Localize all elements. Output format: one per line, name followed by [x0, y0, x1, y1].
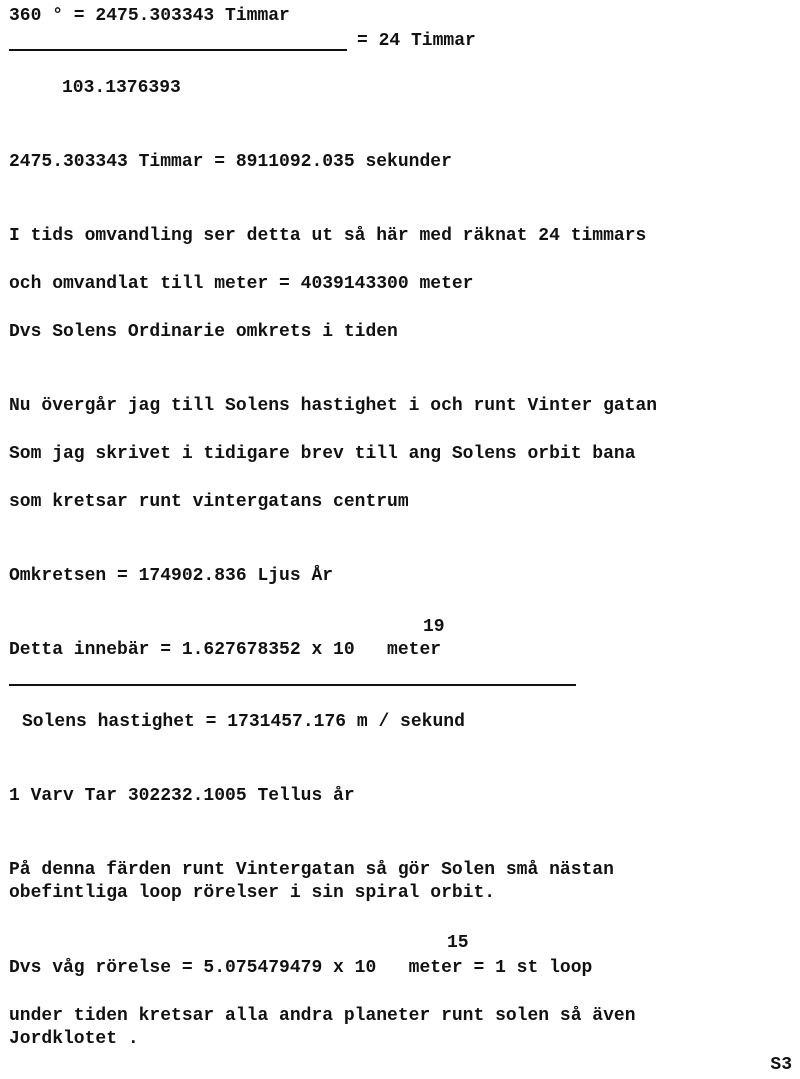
wave-exponent: 15	[447, 933, 469, 953]
section-divider	[9, 684, 576, 686]
paragraph1-line2: och omvandlat till meter = 4039143300 meter	[9, 274, 474, 294]
closing-line2: Jordklotet .	[9, 1029, 139, 1049]
seconds-line: 2475.303343 Timmar = 8911092.035 sekunder	[9, 152, 452, 172]
page-number: S3	[770, 1055, 792, 1075]
circumference-line: Omkretsen = 174902.836 Ljus År	[9, 566, 334, 586]
closing-line1: under tiden kretsar alla andra planeter runt solen så även	[9, 1006, 636, 1026]
paragraph1-line1: I tids omvandling ser detta ut så här med räknat 24 timmars	[9, 226, 647, 246]
paragraph1-line3: Dvs Solens Ordinarie omkrets i tiden	[9, 322, 398, 342]
paragraph2-line1: Nu övergår jag till Solens hastighet i och runt Vinter gatan	[9, 396, 658, 416]
journey-line1: På denna färden runt Vintergatan så gör Solen små nästan	[9, 860, 614, 880]
calc-result: = 24 Timmar	[357, 31, 476, 51]
calc-numerator: 360 ° = 2475.303343 Timmar	[9, 6, 290, 26]
wave-line: Dvs våg rörelse = 5.075479479 x 10 meter = 1 st loop	[9, 958, 593, 978]
paragraph2-line3: som kretsar runt vintergatans centrum	[9, 492, 409, 512]
meaning-exponent: 19	[423, 617, 445, 637]
orbit-time-line: 1 Varv Tar 302232.1005 Tellus år	[9, 786, 355, 806]
calc-denominator: 103.1376393	[62, 78, 181, 98]
meaning-line: Detta innebär = 1.627678352 x 10 meter	[9, 640, 442, 660]
paragraph2-line2: Som jag skrivet i tidigare brev till ang Solens orbit bana	[9, 444, 636, 464]
speed-line: Solens hastighet = 1731457.176 m / sekund	[22, 712, 465, 732]
journey-line2: obefintliga loop rörelser i sin spiral orbit.	[9, 883, 496, 903]
fraction-bar	[9, 49, 347, 51]
